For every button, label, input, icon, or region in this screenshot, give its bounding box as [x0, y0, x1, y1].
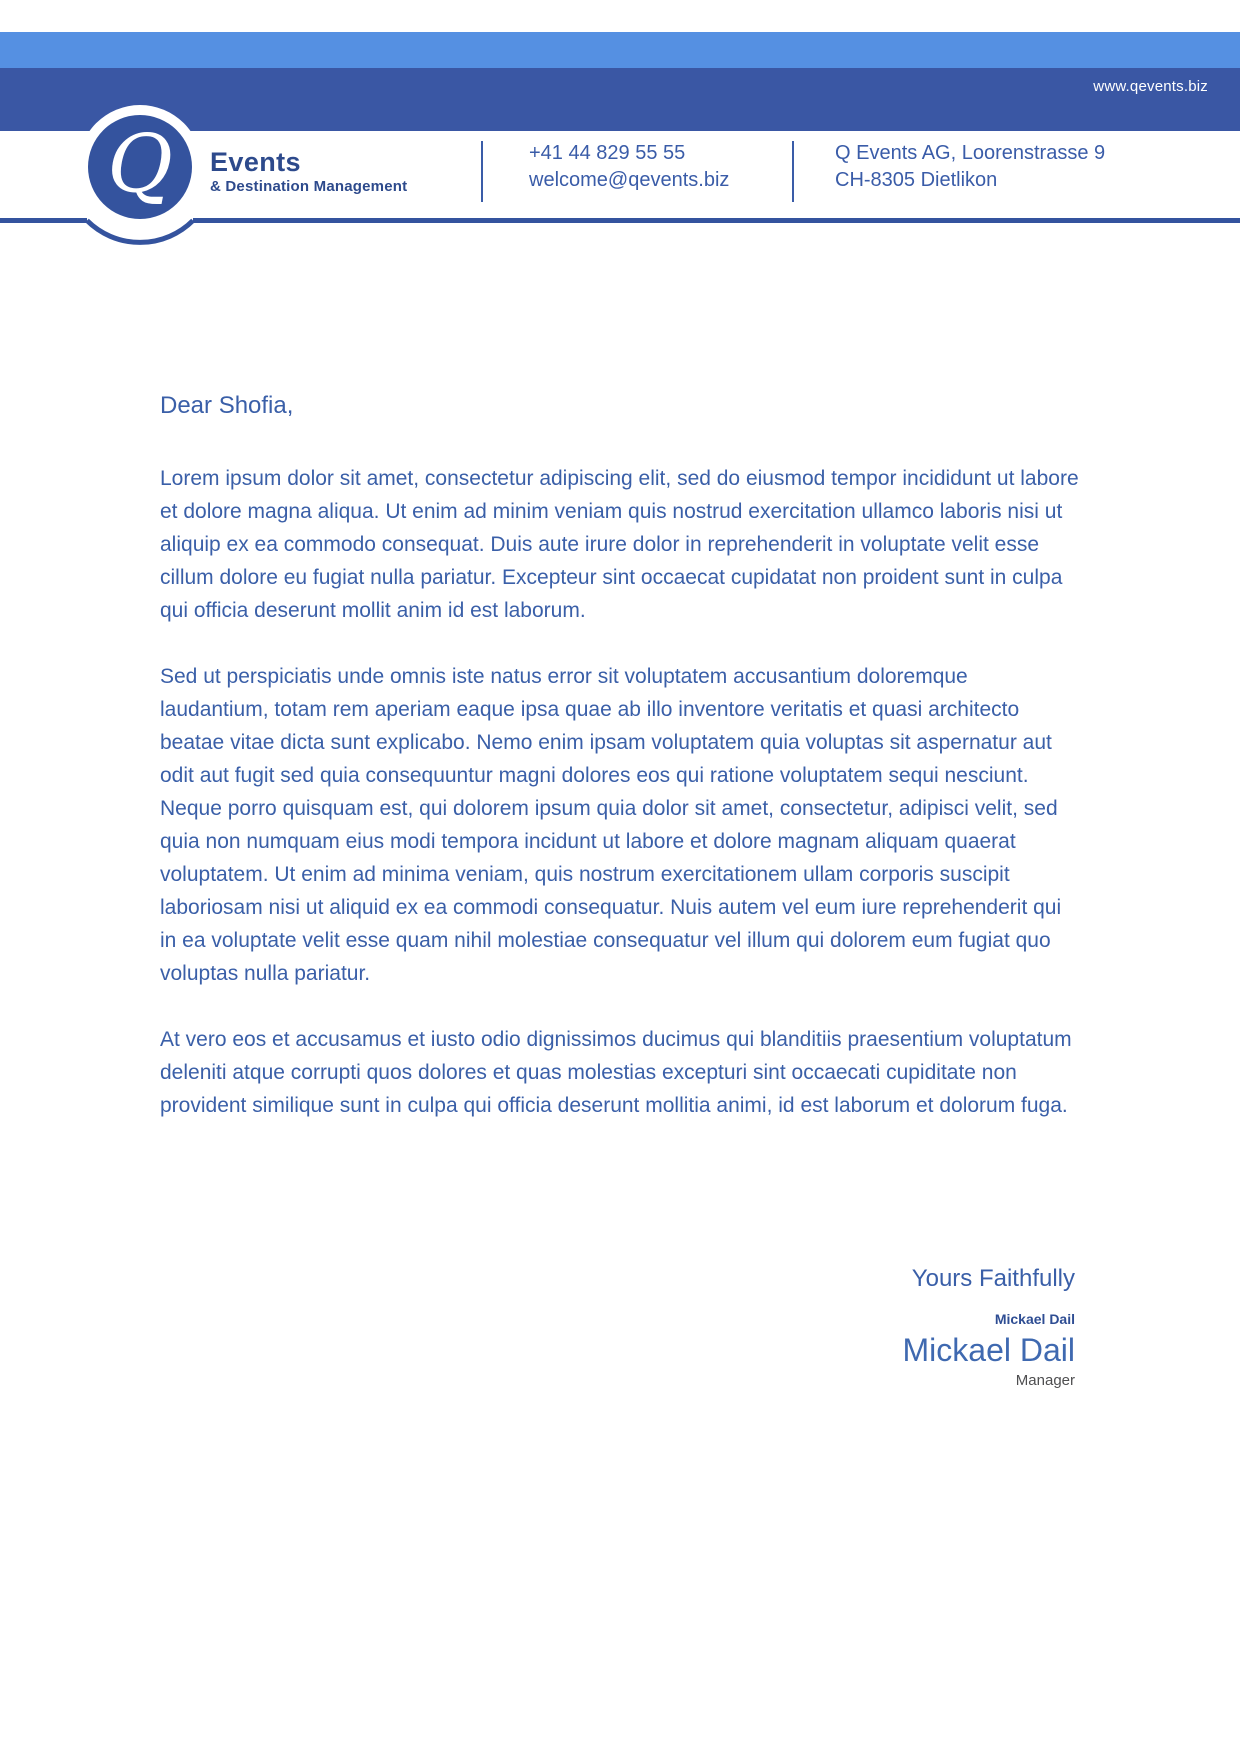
address-line-2: CH-8305 Dietlikon — [835, 169, 998, 191]
website-url: www.qevents.biz — [1093, 78, 1208, 95]
phone-number: +41 44 829 55 55 — [529, 142, 686, 164]
signature-script: Mickael Dail — [994, 1311, 1075, 1327]
q-logo-icon: Q — [107, 117, 173, 210]
email-address: welcome@qevents.biz — [529, 169, 730, 191]
salutation: Dear Shofia, — [160, 392, 294, 419]
header-light-blue-bar — [0, 32, 1240, 68]
brand-name: Events — [210, 147, 301, 177]
header-divider-2 — [792, 141, 794, 202]
signature-title: Manager — [1015, 1372, 1075, 1389]
letter-body — [160, 389, 1080, 1155]
closing-phrase: Yours Faithfully — [911, 1265, 1075, 1292]
signature-name: Mickael Dail — [902, 1332, 1075, 1368]
brand-tagline: & Destination Management — [210, 178, 408, 195]
signature-block — [903, 1262, 1075, 1390]
contact-address-block — [835, 140, 1105, 194]
paragraph-3: At vero eos et accusamus et iusto odio dignissimos ducimus qui blanditiis praesentium voluptatum deleniti atque corrupti quos dolores et quas molestias excepturi sint occaecati cupiditate non provident similique sunt in culpa qui officia deserunt mollitia animi, id est laborum et dolorum fuga. — [160, 1028, 1072, 1117]
paragraph-2: Sed ut perspiciatis unde omnis iste natus error sit voluptatem accusantium doloremque laudantium, totam rem aperiam eaque ipsa quae ab illo inventore veritatis et quasi architecto beatae vitae dicta sunt explicabo. Nemo enim ipsam voluptatem quia voluptas sit aspernatur aut odit aut fugit sed quia consequuntur magni dolores eos qui ratione voluptatem sequi nesciunt. Neque porro quisquam est, qui dolorem ipsum quia dolor sit amet, consectetur, adipisci velit, sed quia non numquam eius modi tempora incidunt ut labore et dolore magnam aliquam quaerat voluptatem. Ut enim ad minima veniam, quis nostrum exercitationem ullam corporis suscipit laboriosam nisi ut aliquid ex ea commodi consequatur. Nuis autem vel eum iure reprehenderit qui in ea voluptate velit esse quam nihil molestiae consequatur vel illum qui dolorem eum fugiat quo voluptas nulla pariatur. — [160, 665, 1062, 985]
header-divider-1 — [481, 141, 483, 202]
paragraph-1: Lorem ipsum dolor sit amet, consectetur adipiscing elit, sed do eiusmod tempor incididunt ut labore et dolore magna aliqua. Ut enim ad minim veniam quis nostrud exercitation ullamco laboris nisi ut aliquip ex ea commodo consequat. Duis aute irure dolor in reprehenderit in voluptate velit esse cillum dolore eu fugiat nulla pariatur. Excepteur sint occaecat cupidatat non proident sunt in culpa qui officia deserunt mollit anim id est laborum. — [160, 467, 1079, 622]
address-line-1: Q Events AG, Loorenstrasse 9 — [835, 142, 1106, 164]
contact-phone-block — [529, 140, 729, 194]
